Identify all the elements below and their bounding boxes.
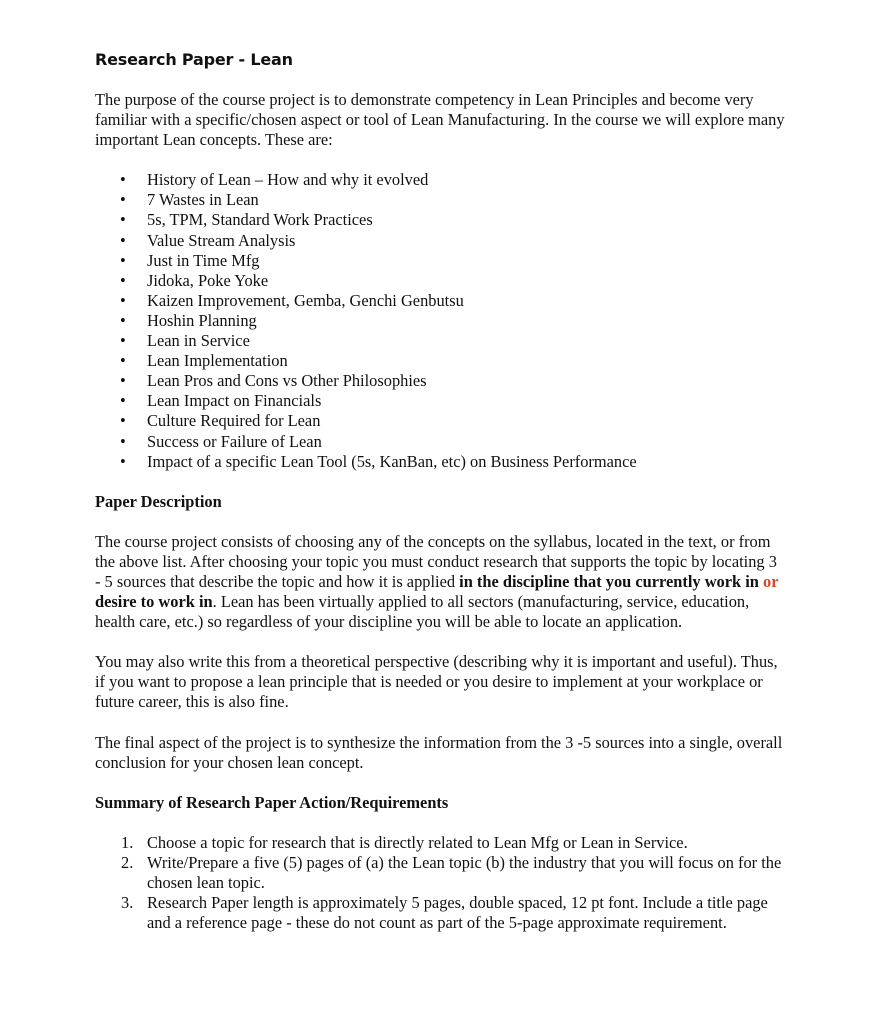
bullet-icon: • (120, 290, 126, 310)
bullet-icon: • (120, 411, 126, 431)
list-item (95, 893, 785, 933)
document-title: Research Paper - Lean (95, 50, 293, 69)
list-item (95, 853, 785, 893)
list-item (95, 210, 785, 230)
list-item (95, 331, 785, 351)
requirement-text: Write/Prepare a five (5) pages of (a) the Lean topic (b) the industry that you will focus on for the chosen lean topic. (147, 852, 782, 892)
list-item (95, 391, 785, 411)
bullet-icon: • (120, 310, 126, 330)
bullet-icon: • (120, 371, 126, 391)
description-paragraph-1 (95, 532, 785, 632)
list-item (95, 170, 785, 190)
topic-text: Lean Pros and Cons vs Other Philosophies (147, 371, 427, 391)
list-item (95, 833, 785, 853)
topic-text: 7 Wastes in Lean (147, 190, 259, 210)
bullet-icon: • (120, 210, 126, 230)
description-emphasis: desire to work in (95, 592, 213, 612)
list-item (95, 231, 785, 251)
description-or-highlight: or (763, 571, 779, 591)
topic-text: Impact of a specific Lean Tool (5s, KanBan, etc) on Business Performance (147, 451, 637, 471)
bullet-icon: • (120, 270, 126, 290)
requirement-text: Research Paper length is approximately 5 pages, double spaced, 12 pt font. Include a title page and a reference page - these do not count as part of the 5-page approximate requirement. (147, 893, 768, 933)
topic-text: Culture Required for Lean (147, 411, 321, 431)
topic-text: Jidoka, Poke Yoke (147, 270, 269, 290)
topic-text: Hoshin Planning (147, 310, 257, 330)
description-paragraph-3: The final aspect of the project is to synthesize the information from the 3 -5 sources into a single, overall conclusion for your chosen lean concept. (95, 732, 783, 772)
topic-text: Lean in Service (147, 331, 250, 351)
summary-heading: Summary of Research Paper Action/Requirements (95, 792, 449, 812)
topic-text: Lean Impact on Financials (147, 391, 322, 411)
bullet-icon: • (120, 451, 126, 471)
bullet-icon: • (120, 250, 126, 270)
list-item (95, 351, 785, 371)
bullet-icon: • (120, 351, 126, 371)
paper-description-heading: Paper Description (95, 491, 222, 511)
topic-text: Just in Time Mfg (147, 250, 260, 270)
list-item (95, 291, 785, 311)
topic-text: 5s, TPM, Standard Work Practices (147, 210, 373, 230)
requirements-list (95, 833, 785, 933)
list-item (95, 452, 785, 472)
topics-list (95, 170, 785, 471)
list-item (95, 311, 785, 331)
bullet-icon: • (120, 230, 126, 250)
topic-text: Kaizen Improvement, Gemba, Genchi Genbutsu (147, 290, 464, 310)
bullet-icon: • (120, 170, 126, 190)
list-item (95, 432, 785, 452)
item-number: 1. (121, 832, 134, 852)
list-item (95, 251, 785, 271)
bullet-icon: • (120, 331, 126, 351)
list-item (95, 190, 785, 210)
intro-paragraph: The purpose of the course project is to demonstrate competency in Lean Principles and become very familiar with a specific/chosen aspect or tool of Lean Manufacturing. In the course we will explore many important Lean concepts. These are: (95, 90, 785, 150)
bullet-icon: • (120, 391, 126, 411)
topic-text: Value Stream Analysis (147, 230, 296, 250)
bullet-icon: • (120, 431, 126, 451)
topic-text: Success or Failure of Lean (147, 431, 322, 451)
document-page (95, 50, 785, 933)
list-item (95, 411, 785, 431)
topic-text: History of Lean – How and why it evolved (147, 170, 429, 190)
list-item (95, 371, 785, 391)
description-emphasis: in the discipline that you currently work in (459, 571, 763, 591)
list-item (95, 271, 785, 291)
bullet-icon: • (120, 190, 126, 210)
requirement-text: Choose a topic for research that is directly related to Lean Mfg or Lean in Service. (147, 832, 688, 852)
description-paragraph-2: You may also write this from a theoretical perspective (describing why it is important and useful). Thus, if you want to propose a lean principle that is needed or you desire to implement at your workplace or future career, this is also fine. (95, 652, 778, 712)
description-text: The course project consists of choosing any of the concepts on the syllabus, located in the text, or from the above list. After choosing your topic you must conduct research that supports the topic by locating 3 - 5 sources that describe the topic and how it is applied (95, 531, 777, 591)
item-number: 2. (121, 852, 134, 872)
item-number: 3. (121, 893, 134, 913)
description-text: . Lean has been virtually applied to all sectors (manufacturing, service, education, health care, etc.) so regardless of your discipline you will be able to locate an application. (95, 592, 750, 632)
topic-text: Lean Implementation (147, 351, 288, 371)
